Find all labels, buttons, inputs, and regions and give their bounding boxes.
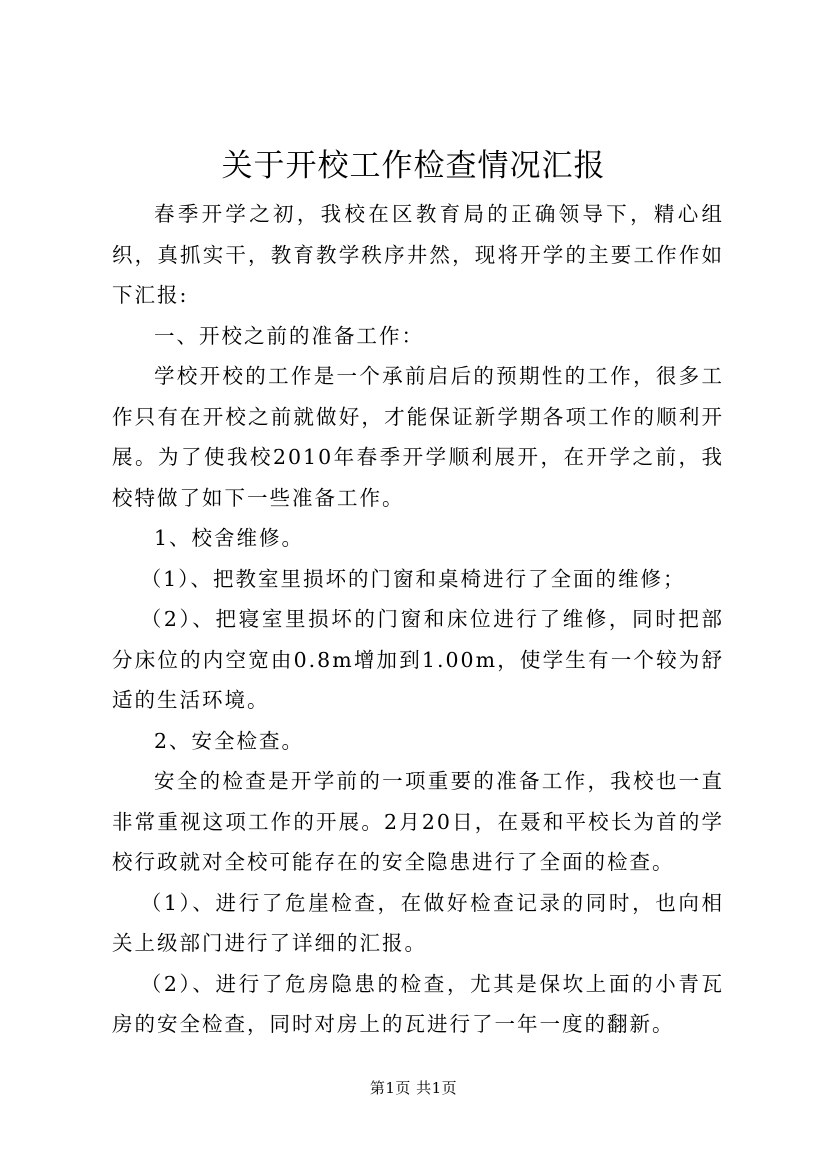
- page-footer: 第1页 共1页: [369, 1079, 458, 1097]
- section-heading: 一、开校之前的准备工作：: [154, 323, 425, 348]
- subsection-heading: 2、安全检查。: [154, 728, 305, 753]
- paragraph: 学校开校的工作是一个承前启后的预期性的工作，很多工作只有在开校之前就做好，才能保证新学期各项工作的顺利开展。为了使我校2010年春季开学顺利展开，在开学之前，我校特做了如下一些准备工作。: [112, 364, 724, 510]
- list-item: （1）、把教室里损坏的门窗和桌椅进行了全面的维修；: [140, 566, 686, 591]
- document-body: [112, 194, 724, 1045]
- document-title: 关于开校工作检查情况汇报: [221, 148, 606, 184]
- subsection-heading: 1、校舍维修。: [154, 526, 305, 550]
- list-item: （1）、进行了危崖检查，在做好检查记录的同时，也向相关上级部门进行了详细的汇报。: [112, 890, 724, 955]
- paragraph: 春季开学之初，我校在区教育局的正确领导下，精心组织，真抓实干，教育教学秩序井然，现将开学的主要工作作如下汇报:: [112, 202, 724, 307]
- list-item: （2）、把寝室里损坏的门窗和床位进行了维修，同时把部分床位的内空宽由0.8m增加到1.00m，使学生有一个较为舒适的生活环境。: [112, 607, 724, 712]
- paragraph: 安全的检查是开学前的一项重要的准备工作，我校也一直非常重视这项工作的开展。2月20日，在聂和平校长为首的学校行政就对全校可能存在的安全隐患进行了全面的检查。: [112, 769, 724, 874]
- list-item: （2）、进行了危房隐患的检查，尤其是保坎上面的小青瓦房的安全检查，同时对房上的瓦进行了一年一度的翻新。: [112, 971, 724, 1036]
